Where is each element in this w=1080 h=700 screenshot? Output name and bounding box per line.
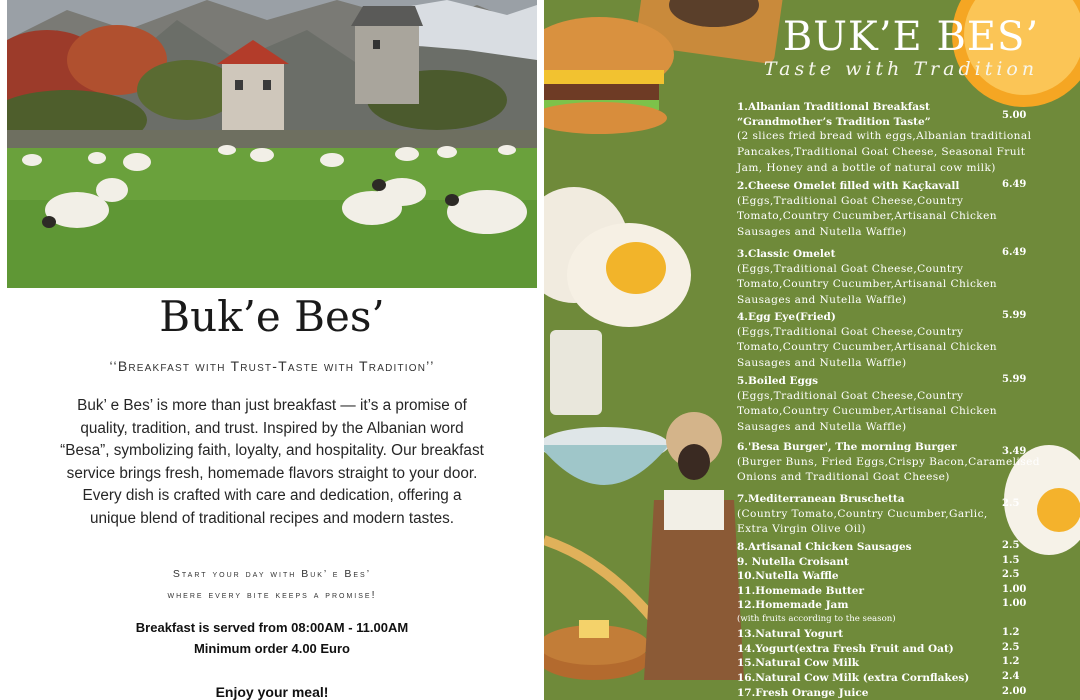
menu-item-name: 16.Natural Cow Milk (extra Cornflakes) [737, 672, 970, 684]
menu-item [737, 584, 1037, 599]
menu-item [737, 686, 1037, 700]
landscape-illustration [7, 0, 537, 288]
menu-item-desc: (Burger Buns, Fried Eggs,Crispy Bacon,Caramelised [737, 455, 1040, 468]
menu-item [737, 598, 1037, 625]
menu-tagline: Taste with Tradition [763, 58, 1039, 80]
menu-item [737, 642, 1037, 657]
service-hours: Breakfast is served from 08:00AM - 11.00AM [135, 620, 409, 635]
menu-item-price: 3.49 [1002, 446, 1027, 457]
menu-item-note: (with fruits according to the season) [737, 613, 896, 624]
menu-item-price: 2.5 [1002, 569, 1020, 580]
menu-item-desc: Tomato,Country Cucumber,Artisanal Chicken [737, 341, 998, 354]
menu-item [737, 179, 1037, 241]
menu-item [737, 247, 1037, 309]
menu-item-name: 15.Natural Cow Milk [737, 657, 860, 669]
menu-item-name: 17.Fresh Orange Juice [737, 687, 869, 699]
menu-item-name: 7.Mediterranean Bruschetta [737, 493, 905, 505]
menu-item-desc: Onions and Traditional Goat Cheese) [737, 471, 950, 484]
menu-item-name: 11.Homemade Butter [737, 585, 864, 597]
village-sheep-photo [7, 0, 537, 288]
enjoy-note: Enjoy your meal! [215, 684, 329, 700]
menu-item-desc: (Eggs,Traditional Goat Cheese,Country [737, 262, 964, 275]
menu-item-name: 12.Homemade Jam [737, 599, 849, 611]
menu-item-price: 1.00 [1002, 598, 1027, 609]
menu-item [737, 569, 1037, 584]
menu-item-price: 2.5 [1002, 498, 1020, 509]
menu-item-price: 2.5 [1002, 540, 1020, 551]
menu-page [544, 0, 1080, 700]
menu-item-price: 6.49 [1002, 179, 1027, 190]
menu-item-desc: Tomato,Country Cucumber,Artisanal Chicken [737, 278, 998, 291]
menu-item-price: 1.5 [1002, 555, 1020, 566]
menu-item [737, 374, 1037, 436]
menu-item-desc: (Country Tomato,Country Cucumber,Garlic, [737, 507, 988, 520]
menu-item [737, 440, 1040, 486]
slogan-line-2: where every bite keeps a promise! [167, 589, 377, 601]
menu-item-desc: Sausages and Nutella Waffle) [737, 294, 907, 307]
menu-item-desc: Pancakes,Traditional Goat Cheese, Seasonal Fruit [737, 145, 1026, 158]
menu-item-name: 9. Nutella Croisant [737, 556, 849, 568]
menu-item-name: 13.Natural Yogurt [737, 628, 844, 640]
menu-item-name: 2.Cheese Omelet filled with Kaçkavall [737, 180, 960, 192]
menu-item [737, 627, 1037, 642]
menu-item-desc: Tomato,Country Cucumber,Artisanal Chicken [737, 210, 998, 223]
menu-item-price: 2.00 [1002, 686, 1027, 697]
menu-item [737, 492, 1037, 538]
menu-item-desc: Sausages and Nutella Waffle) [737, 421, 907, 434]
slogan-line-1: Start your day with Buk’ e Bes’ [172, 568, 372, 580]
brand-name: Buk’e Bes’ [159, 292, 385, 341]
menu-item-price: 2.4 [1002, 671, 1020, 682]
menu-item-name: 10.Nutella Waffle [737, 570, 839, 582]
menu-item-desc: Tomato,Country Cucumber,Artisanal Chicken [737, 405, 998, 418]
menu-item [737, 540, 1037, 555]
menu-item-name: 4.Egg Eye(Fried) [737, 311, 836, 323]
menu-item-price: 1.00 [1002, 584, 1027, 595]
menu-title: BUK’E BES’ [782, 14, 1040, 60]
menu-item [737, 310, 1037, 372]
menu-item-price: 5.00 [1002, 110, 1027, 121]
menu-item-desc: (Eggs,Traditional Goat Cheese,Country [737, 389, 964, 402]
minimum-order: Minimum order 4.00 Euro [193, 641, 351, 656]
menu-item-price: 6.49 [1002, 247, 1027, 258]
menu-item-desc: Sausages and Nutella Waffle) [737, 357, 907, 370]
menu-item-subtitle: “Grandmother’s Tradition Taste” [737, 115, 931, 128]
menu-item-price: 5.99 [1002, 310, 1027, 321]
menu-item-name: 3.Classic Omelet [737, 248, 836, 260]
menu-item-name: 8.Artisanal Chicken Sausages [737, 541, 912, 553]
menu-item-price: 2.5 [1002, 642, 1020, 653]
menu-item [737, 656, 1037, 671]
menu-item [737, 671, 1037, 686]
menu-item-price: 1.2 [1002, 656, 1020, 667]
menu-item-desc: (Eggs,Traditional Goat Cheese,Country [737, 194, 964, 207]
menu-item-name: 1.Albanian Traditional Breakfast [737, 101, 930, 113]
menu-item-desc: Extra Virgin Olive Oil) [737, 523, 866, 536]
menu-item-price: 5.99 [1002, 374, 1027, 385]
menu-item-desc: Sausages and Nutella Waffle) [737, 226, 907, 239]
menu-item-name: 14.Yogurt(extra Fresh Fruit and Oat) [737, 643, 954, 655]
menu-item-name: 5.Boiled Eggs [737, 375, 819, 387]
intro-paragraph: Buk’ e Bes’ is more than just breakfast — it’s a promise of quality, tradition, and trust. Inspired by the Albanian word “Besa”, symbolizing faith, loyalty, and hospitality. Our breakfast service brings fresh, homemade flavors straight to your door. Every dish is crafted with care and dedication, offering a unique blend of traditional recipes and modern tastes. [60, 397, 484, 527]
menu-item [737, 555, 1037, 570]
menu-item-desc: Jam, Honey and a bottle of natural cow milk) [737, 161, 996, 174]
menu-item-desc: (Eggs,Traditional Goat Cheese,Country [737, 325, 964, 338]
menu-item-desc: (2 slices fried bread with eggs,Albanian traditional [737, 130, 1032, 142]
menu-item [737, 100, 1037, 176]
menu-item-price: 1.2 [1002, 627, 1020, 638]
menu-item-name: 6.'Besa Burger', The morning Burger [737, 441, 957, 453]
motto: ‘‘Breakfast with Trust-Taste with Tradition’’ [109, 358, 435, 374]
